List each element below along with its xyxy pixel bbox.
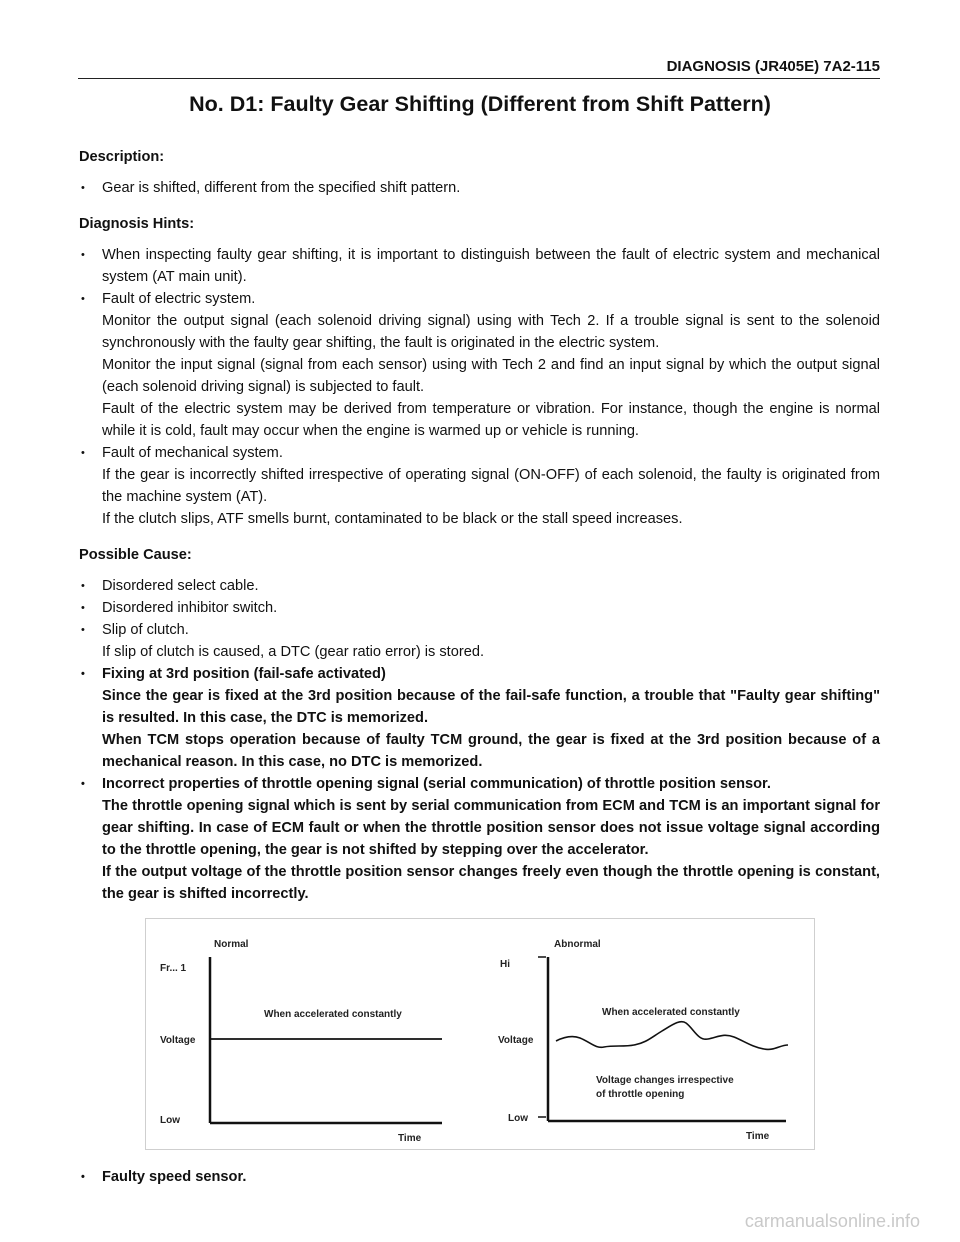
causes-heading: Possible Cause: xyxy=(79,547,192,563)
list-item-line: When TCM stops operation because of faulty TCM ground, the gear is fixed at the 3rd position because of a mechanical reason. In this case, no DTC is memorized. xyxy=(102,732,880,770)
list-item-line: Fault of mechanical system. xyxy=(102,445,283,461)
list-item-line: Disordered select cable. xyxy=(102,578,259,594)
list-item xyxy=(79,575,880,597)
list-item xyxy=(79,244,880,288)
page-header-text: DIAGNOSIS (JR405E) 7A2-115 xyxy=(666,58,880,75)
list-item-line: When inspecting faulty gear shifting, it is important to distinguish between the fault of electric system and mechanical system (AT main unit). xyxy=(102,247,880,285)
signal-figure xyxy=(145,918,815,1150)
abnormal-note-line1: Voltage changes irrespective xyxy=(596,1075,734,1086)
list-item xyxy=(79,663,880,773)
causes-list xyxy=(79,575,880,905)
list-item xyxy=(79,177,880,199)
abnormal-title: Abnormal xyxy=(554,939,601,950)
bullet-icon: • xyxy=(81,1171,85,1183)
normal-annotation: When accelerated constantly xyxy=(264,1009,402,1020)
abnormal-signal-line xyxy=(556,1022,788,1050)
description-section xyxy=(79,146,880,199)
list-item-line: If the clutch slips, ATF smells burnt, contaminated to be black or the stall speed increases. xyxy=(102,511,683,527)
bullet-icon: • xyxy=(81,249,85,261)
abnormal-note-line2: of throttle opening xyxy=(596,1089,685,1100)
list-item-line: Fault of electric system. xyxy=(102,291,256,307)
abnormal-y-bottom: Low xyxy=(508,1113,528,1124)
bullet-icon: • xyxy=(81,580,85,592)
list-item-line: The throttle opening signal which is sent by serial communication from ECM and TCM is an important signal for gear shifting. In case of ECM fault or when the throttle position sensor does not issue voltage signal according to the throttle opening, the gear is not shifted by stepping over the accelerator. xyxy=(102,798,880,858)
watermark: carmanualsonline.info xyxy=(744,1211,920,1231)
description-list xyxy=(79,177,880,199)
list-item xyxy=(79,1166,880,1188)
description-heading: Description: xyxy=(79,149,165,165)
list-item-line: Slip of clutch. xyxy=(102,622,189,638)
list-item-line: If the output voltage of the throttle position sensor changes freely even though the throttle opening is constant, the gear is shifted incorrectly. xyxy=(102,864,880,902)
list-item xyxy=(79,442,880,530)
abnormal-y-mid: Voltage xyxy=(498,1035,534,1046)
list-item-line: Monitor the input signal (signal from each sensor) using with Tech 2 and find an input signal by which the output signal (each solenoid driving signal) is subjected to fault. xyxy=(102,357,880,395)
list-item-line: Monitor the output signal (each solenoid driving signal) using with Tech 2. If a trouble signal is sent to the solenoid synchronously with the faulty gear shifting, the fault is originated in the electric system. xyxy=(102,313,880,351)
bullet-icon: • xyxy=(81,668,85,680)
list-item-line: If slip of clutch is caused, a DTC (gear ratio error) is stored. xyxy=(102,644,485,660)
document-body xyxy=(79,146,880,1202)
list-item xyxy=(79,619,880,663)
list-item-line: Since the gear is fixed at the 3rd position because of the fail-safe function, a trouble that "Faulty gear shifting" is resulted. In this case, the DTC is memorized. xyxy=(102,688,880,726)
hints-heading: Diagnosis Hints: xyxy=(79,216,195,232)
hints-section xyxy=(79,213,880,530)
abnormal-annotation: When accelerated constantly xyxy=(602,1007,740,1018)
signal-diagram xyxy=(146,919,814,1149)
list-item xyxy=(79,288,880,442)
list-item-line: Fixing at 3rd position (fail-safe activated) xyxy=(102,666,386,682)
list-item-line: Fault of the electric system may be derived from temperature or vibration. For instance, though the engine is normal while it is cold, fault may occur when the engine is warmed up or vehicle is running. xyxy=(102,401,880,439)
bullet-icon: • xyxy=(81,293,85,305)
normal-y-bottom: Low xyxy=(160,1115,180,1126)
bullet-icon: • xyxy=(81,602,85,614)
abnormal-y-top: Hi xyxy=(500,959,510,970)
normal-y-top: Fr... 1 xyxy=(160,963,187,974)
abnormal-x-label: Time xyxy=(746,1131,770,1142)
normal-x-label: Time xyxy=(398,1133,422,1144)
bullet-icon: • xyxy=(81,447,85,459)
normal-title: Normal xyxy=(214,939,249,950)
normal-y-mid: Voltage xyxy=(160,1035,196,1046)
list-item xyxy=(79,773,880,905)
list-item-line: Disordered inhibitor switch. xyxy=(102,600,278,616)
page-title: No. D1: Faulty Gear Shifting (Different from Shift Pattern) xyxy=(189,92,771,116)
bullet-icon: • xyxy=(81,624,85,636)
causes-section xyxy=(79,544,880,1188)
page-header xyxy=(78,58,880,79)
causes-after-figure-list xyxy=(79,1166,880,1188)
bullet-icon: • xyxy=(81,182,85,194)
list-item-line: Gear is shifted, different from the specified shift pattern. xyxy=(102,180,461,196)
list-item xyxy=(79,597,880,619)
list-item-line: Faulty speed sensor. xyxy=(102,1169,247,1185)
hints-list xyxy=(79,244,880,530)
list-item-line: If the gear is incorrectly shifted irrespective of operating signal (ON-OFF) of each solenoid, the faulty is originated from the machine system (AT). xyxy=(102,467,880,505)
list-item-line: Incorrect properties of throttle opening signal (serial communication) of throttle position sensor. xyxy=(102,776,771,792)
bullet-icon: • xyxy=(81,778,85,790)
